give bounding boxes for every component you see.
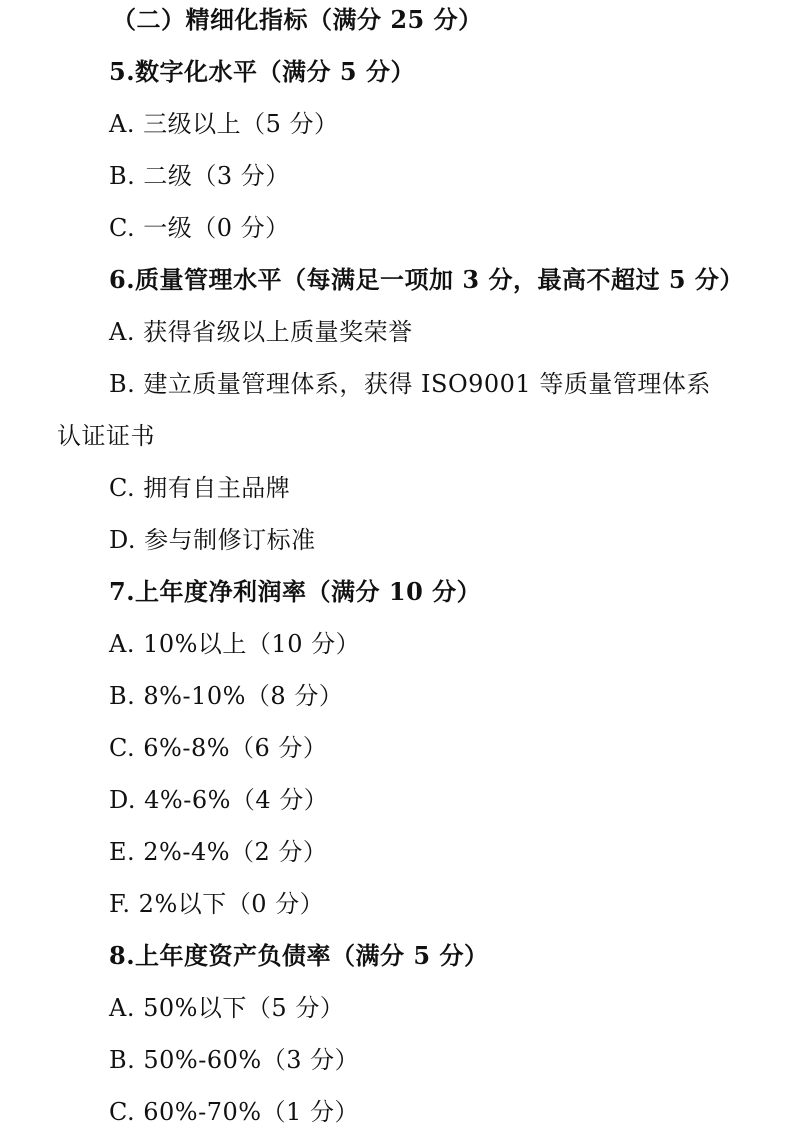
item-7-option-f: F. 2%以下（0 分） [109, 890, 325, 918]
item-5-option-c: C. 一级（0 分） [109, 214, 290, 242]
item-8-option-c: C. 60%-70%（1 分） [109, 1098, 359, 1126]
item-6-option-a: A. 获得省级以上质量奖荣誉 [109, 318, 413, 346]
item-6-heading: 6.质量管理水平（每满足一项加 3 分，最高不超过 5 分） [109, 265, 744, 294]
section-heading: （二）精细化指标（满分 25 分） [112, 5, 483, 34]
item-6-option-c: C. 拥有自主品牌 [109, 474, 291, 502]
item-5-option-b: B. 二级（3 分） [109, 162, 290, 190]
item-5-option-a: A. 三级以上（5 分） [109, 110, 339, 138]
item-8-option-a: A. 50%以下（5 分） [109, 994, 345, 1022]
item-7-option-a: A. 10%以上（10 分） [109, 630, 361, 658]
item-8-option-b: B. 50%-60%（3 分） [109, 1046, 360, 1074]
item-7-heading: 7.上年度净利润率（满分 10 分） [109, 577, 482, 606]
item-6-option-b: B. 建立质量管理体系，获得 ISO9001 等质量管理体系 [109, 370, 711, 398]
item-5-heading: 5.数字化水平（满分 5 分） [109, 57, 415, 86]
item-6-option-d: D. 参与制修订标准 [109, 526, 316, 554]
item-8-heading: 8.上年度资产负债率（满分 5 分） [109, 941, 489, 970]
item-6-option-b-continued: 认证证书 [57, 422, 155, 450]
item-7-option-d: D. 4%-6%（4 分） [109, 786, 329, 814]
item-7-option-e: E. 2%-4%（2 分） [109, 838, 328, 866]
item-7-option-c: C. 6%-8%（6 分） [109, 734, 328, 762]
item-7-option-b: B. 8%-10%（8 分） [109, 682, 344, 710]
